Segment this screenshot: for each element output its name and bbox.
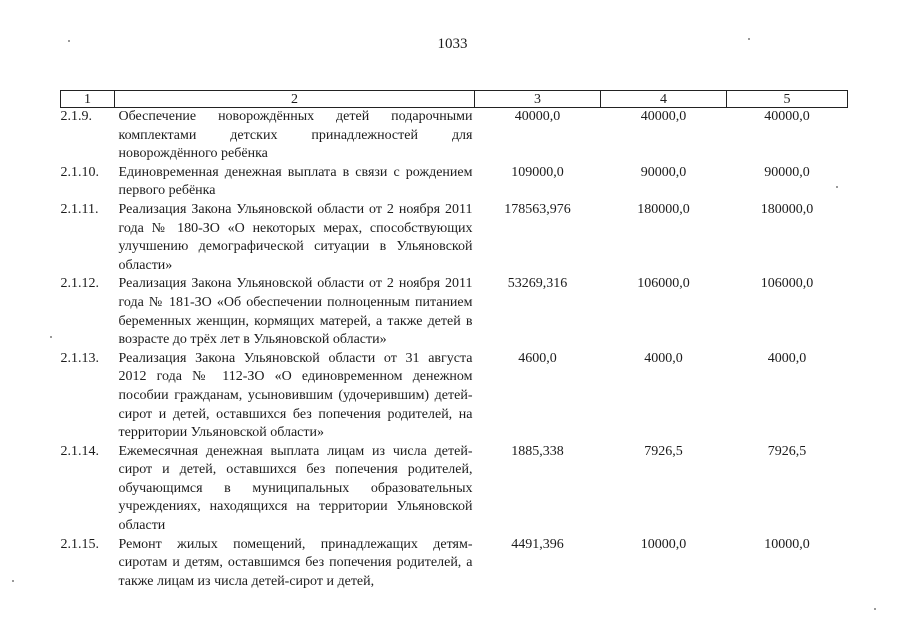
value-col-3: 40000,0 — [514, 109, 561, 124]
item-number: 2.1.9. — [60, 109, 92, 124]
item-number: 2.1.10. — [60, 164, 99, 180]
table-row — [61, 350, 848, 443]
item-description: Единовременная денежная выплата в связи с рождением первого ребёнка — [118, 164, 473, 199]
value-col-4: 180000,0 — [637, 201, 690, 217]
value-col-3: 1885,338 — [511, 443, 564, 459]
budget-table — [60, 90, 848, 591]
value-col-5: 7926,5 — [767, 443, 807, 459]
scan-speck — [836, 186, 838, 188]
item-description: Обеспечение новорождённых детей подарочными комплектами детских принадлежностей для новорождённого ребёнка — [118, 109, 473, 162]
scan-speck — [874, 608, 876, 610]
value-col-3: 4491,396 — [511, 536, 564, 552]
column-header-4: 4 — [601, 91, 727, 108]
value-col-4: 40000,0 — [640, 109, 687, 124]
value-col-5: 4000,0 — [767, 350, 807, 366]
value-col-4: 90000,0 — [640, 164, 687, 180]
value-col-5: 180000,0 — [760, 201, 814, 217]
header-row — [61, 91, 848, 108]
table-row — [61, 536, 848, 592]
table-row — [61, 108, 848, 164]
item-number: 2.1.12. — [60, 276, 99, 292]
value-col-5: 10000,0 — [764, 536, 810, 552]
value-col-4: 4000,0 — [644, 350, 683, 366]
value-col-4: 10000,0 — [640, 536, 687, 552]
item-description: Реализация Закона Ульяновской области от 31 августа 2012 года № 112-ЗО «О единовременном денежном пособии гражданам, усыновившим (удочерившим) детей-сирот и детей, оставшихся без попечения родителей, на территории Ульяновской области» — [118, 350, 473, 441]
column-header-2: 2 — [115, 91, 475, 108]
table-row — [61, 201, 848, 275]
table-header — [61, 91, 848, 108]
value-col-3: 4600,0 — [518, 350, 557, 366]
item-number: 2.1.15. — [60, 536, 99, 552]
item-description: Реализация Закона Ульяновской области от 2 ноября 2011 года № 180-ЗО «О некоторых мерах, способствующих улучшению демографической ситуации в Ульяновской области» — [118, 201, 473, 273]
item-description: Реализация Закона Ульяновской области от 2 ноября 2011 года № 181-ЗО «Об обеспечении полноценным питанием беременных женщин, кормящих матерей, а также детей в возрасте до трёх лет в Ульяновской области» — [118, 276, 473, 348]
value-col-4: 106000,0 — [637, 276, 690, 292]
item-number: 2.1.13. — [60, 350, 99, 366]
value-col-5: 40000,0 — [764, 109, 810, 124]
column-header-3: 3 — [475, 91, 601, 108]
table-body — [61, 108, 848, 592]
item-description: Ремонт жилых помещений, принадлежащих детям-сиротам и детям, оставшимся без попечения родителей, а также лицам из числа детей-сирот и детей, — [118, 536, 473, 589]
item-description: Ежемесячная денежная выплата лицам из числа детей-сирот и детей, оставшихся без попечения родителей, обучающимся в муниципальных образовательных учреждениях, находящихся на территории Ульяновской области — [118, 443, 473, 534]
table-row — [61, 443, 848, 536]
scan-speck — [68, 40, 70, 42]
value-col-5: 90000,0 — [764, 164, 810, 180]
value-col-5: 106000,0 — [760, 276, 814, 292]
column-header-5: 5 — [727, 91, 848, 108]
item-number: 2.1.14. — [60, 443, 99, 459]
page-number: 1033 — [437, 36, 468, 52]
table-row — [61, 275, 848, 349]
value-col-3: 178563,976 — [504, 201, 571, 217]
column-header-1: 1 — [61, 91, 115, 108]
table-row — [61, 164, 848, 201]
scan-speck — [50, 336, 52, 338]
value-col-3: 53269,316 — [507, 276, 568, 292]
value-col-3: 109000,0 — [511, 164, 564, 180]
scan-speck — [12, 580, 14, 582]
scan-speck — [748, 38, 750, 40]
item-number: 2.1.11. — [60, 201, 99, 217]
value-col-4: 7926,5 — [644, 443, 683, 459]
